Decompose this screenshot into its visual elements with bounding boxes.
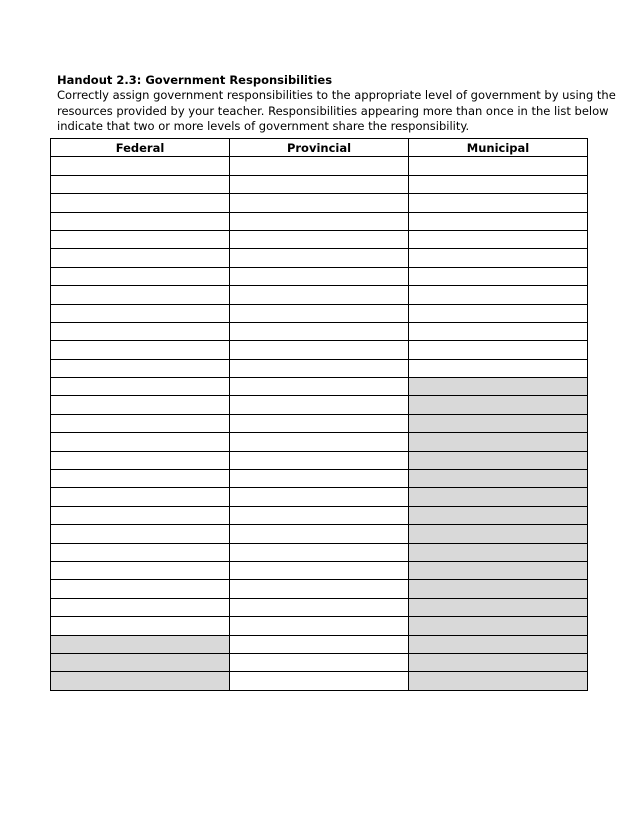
instructions-line: resources provided by your teacher. Responsibilities appearing more than once in the list below	[57, 103, 609, 118]
municipal-answer-cell	[409, 672, 588, 690]
responsibilities-table	[50, 138, 588, 691]
table-row	[51, 175, 588, 193]
municipal-answer-cell[interactable]	[409, 212, 588, 230]
provincial-answer-cell[interactable]	[230, 157, 409, 175]
table-row	[51, 653, 588, 671]
provincial-answer-cell[interactable]	[230, 194, 409, 212]
handout-title: Handout 2.3: Government Responsibilities	[57, 73, 333, 87]
provincial-answer-cell[interactable]	[230, 653, 409, 671]
federal-answer-cell[interactable]	[51, 157, 230, 175]
municipal-answer-cell	[409, 470, 588, 488]
federal-answer-cell[interactable]	[51, 525, 230, 543]
federal-answer-cell[interactable]	[51, 580, 230, 598]
municipal-answer-cell	[409, 525, 588, 543]
provincial-answer-cell[interactable]	[230, 341, 409, 359]
federal-answer-cell[interactable]	[51, 286, 230, 304]
municipal-answer-cell	[409, 451, 588, 469]
federal-answer-cell[interactable]	[51, 598, 230, 616]
municipal-answer-cell[interactable]	[409, 359, 588, 377]
table-row	[51, 378, 588, 396]
provincial-answer-cell[interactable]	[230, 635, 409, 653]
table-row	[51, 470, 588, 488]
provincial-answer-cell[interactable]	[230, 561, 409, 579]
table-row	[51, 414, 588, 432]
provincial-answer-cell[interactable]	[230, 617, 409, 635]
column-header-federal: Federal	[51, 139, 230, 157]
municipal-answer-cell	[409, 617, 588, 635]
table-row	[51, 322, 588, 340]
municipal-answer-cell	[409, 414, 588, 432]
table-body	[51, 157, 588, 690]
municipal-answer-cell[interactable]	[409, 286, 588, 304]
provincial-answer-cell[interactable]	[230, 267, 409, 285]
provincial-answer-cell[interactable]	[230, 525, 409, 543]
federal-answer-cell[interactable]	[51, 414, 230, 432]
municipal-answer-cell	[409, 433, 588, 451]
federal-answer-cell	[51, 672, 230, 690]
municipal-answer-cell	[409, 396, 588, 414]
table-row	[51, 212, 588, 230]
municipal-answer-cell	[409, 543, 588, 561]
municipal-answer-cell[interactable]	[409, 249, 588, 267]
provincial-answer-cell[interactable]	[230, 322, 409, 340]
handout-instructions	[57, 88, 616, 135]
provincial-answer-cell[interactable]	[230, 286, 409, 304]
table-row	[51, 488, 588, 506]
provincial-answer-cell[interactable]	[230, 378, 409, 396]
federal-answer-cell[interactable]	[51, 451, 230, 469]
federal-answer-cell[interactable]	[51, 359, 230, 377]
table-row	[51, 672, 588, 690]
provincial-answer-cell[interactable]	[230, 396, 409, 414]
table-row	[51, 267, 588, 285]
federal-answer-cell[interactable]	[51, 470, 230, 488]
federal-answer-cell[interactable]	[51, 506, 230, 524]
municipal-answer-cell	[409, 653, 588, 671]
provincial-answer-cell[interactable]	[230, 543, 409, 561]
federal-answer-cell[interactable]	[51, 488, 230, 506]
table-row	[51, 157, 588, 175]
municipal-answer-cell	[409, 635, 588, 653]
federal-answer-cell[interactable]	[51, 212, 230, 230]
municipal-answer-cell	[409, 488, 588, 506]
table-header-row	[51, 139, 588, 157]
provincial-answer-cell[interactable]	[230, 249, 409, 267]
table-row	[51, 561, 588, 579]
table-row	[51, 506, 588, 524]
provincial-answer-cell[interactable]	[230, 580, 409, 598]
table-row	[51, 304, 588, 322]
municipal-answer-cell	[409, 506, 588, 524]
federal-answer-cell[interactable]	[51, 378, 230, 396]
table-row	[51, 194, 588, 212]
federal-answer-cell	[51, 635, 230, 653]
federal-answer-cell[interactable]	[51, 543, 230, 561]
federal-answer-cell[interactable]	[51, 396, 230, 414]
provincial-answer-cell[interactable]	[230, 414, 409, 432]
municipal-answer-cell[interactable]	[409, 230, 588, 248]
municipal-answer-cell[interactable]	[409, 157, 588, 175]
municipal-answer-cell	[409, 598, 588, 616]
municipal-answer-cell	[409, 580, 588, 598]
municipal-answer-cell	[409, 561, 588, 579]
table-row	[51, 359, 588, 377]
provincial-answer-cell[interactable]	[230, 212, 409, 230]
federal-answer-cell[interactable]	[51, 304, 230, 322]
table-row	[51, 249, 588, 267]
municipal-answer-cell	[409, 378, 588, 396]
municipal-answer-cell[interactable]	[409, 322, 588, 340]
table-row	[51, 230, 588, 248]
municipal-answer-cell[interactable]	[409, 267, 588, 285]
federal-answer-cell[interactable]	[51, 175, 230, 193]
provincial-answer-cell[interactable]	[230, 672, 409, 690]
federal-answer-cell[interactable]	[51, 433, 230, 451]
municipal-answer-cell[interactable]	[409, 194, 588, 212]
municipal-answer-cell[interactable]	[409, 175, 588, 193]
federal-answer-cell[interactable]	[51, 267, 230, 285]
table-row	[51, 543, 588, 561]
federal-answer-cell[interactable]	[51, 194, 230, 212]
municipal-answer-cell[interactable]	[409, 304, 588, 322]
table-row	[51, 451, 588, 469]
provincial-answer-cell[interactable]	[230, 506, 409, 524]
provincial-answer-cell[interactable]	[230, 451, 409, 469]
column-header-municipal: Municipal	[409, 139, 588, 157]
provincial-answer-cell[interactable]	[230, 304, 409, 322]
federal-answer-cell[interactable]	[51, 561, 230, 579]
provincial-answer-cell[interactable]	[230, 598, 409, 616]
table-row	[51, 286, 588, 304]
provincial-answer-cell[interactable]	[230, 470, 409, 488]
federal-answer-cell[interactable]	[51, 617, 230, 635]
federal-answer-cell[interactable]	[51, 230, 230, 248]
provincial-answer-cell[interactable]	[230, 175, 409, 193]
federal-answer-cell[interactable]	[51, 249, 230, 267]
column-header-provincial: Provincial	[230, 139, 409, 157]
municipal-answer-cell[interactable]	[409, 341, 588, 359]
federal-answer-cell[interactable]	[51, 322, 230, 340]
provincial-answer-cell[interactable]	[230, 359, 409, 377]
instructions-line: Correctly assign government responsibilities to the appropriate level of government by using the	[57, 88, 616, 102]
table-row	[51, 598, 588, 616]
table-row	[51, 617, 588, 635]
table-row	[51, 525, 588, 543]
provincial-answer-cell[interactable]	[230, 433, 409, 451]
provincial-answer-cell[interactable]	[230, 230, 409, 248]
federal-answer-cell[interactable]	[51, 341, 230, 359]
table-row	[51, 635, 588, 653]
table-row	[51, 396, 588, 414]
table-row	[51, 433, 588, 451]
provincial-answer-cell[interactable]	[230, 488, 409, 506]
table-row	[51, 580, 588, 598]
table-row	[51, 341, 588, 359]
federal-answer-cell	[51, 653, 230, 671]
instructions-line: indicate that two or more levels of government share the responsibility.	[57, 119, 470, 133]
